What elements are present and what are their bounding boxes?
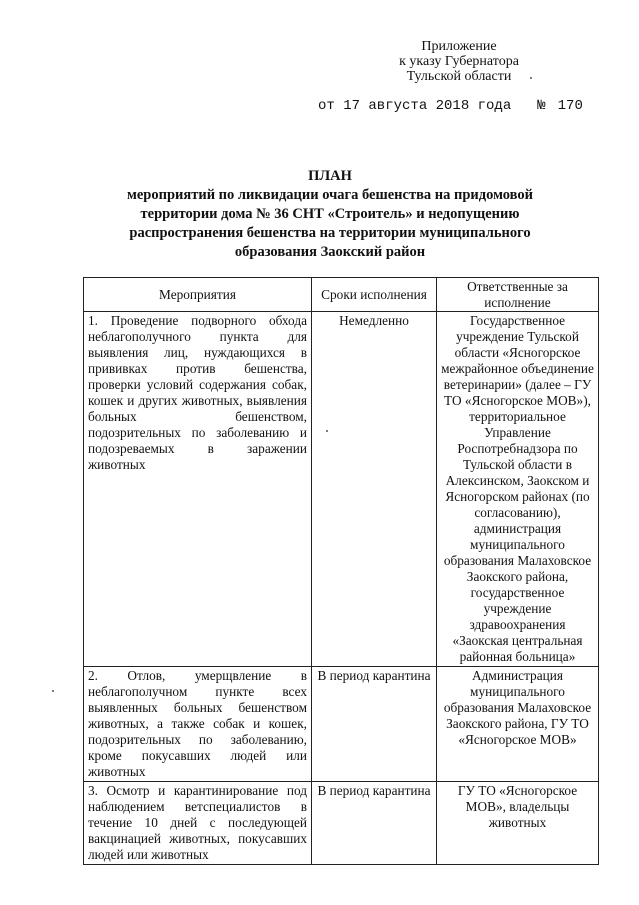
decree-number-sign: № xyxy=(537,98,546,114)
plan-subtitle: мероприятий по ликвидации очага бешенства на придомовой территории дома № 36 СНТ «Строитель» и недопущению распространения бешенства на территории муниципального образования Заокский район xyxy=(126,187,533,260)
header-measures: Мероприятия xyxy=(84,278,312,312)
table-row xyxy=(84,667,599,782)
row-measure: 2. Отлов, умерщвление в неблагополучном пункте всех выявленных больных бешенством животных, а также собак и кошек, подозрительных по заболеванию, кроме покусавших людей или животных xyxy=(84,667,312,782)
appendix-line-1: Приложение xyxy=(421,39,497,54)
row-term: Немедленно xyxy=(312,312,437,667)
row-responsible: Администрация муниципального образования Малаховское Заокского района, ГУ ТО «Ясногорское МОВ» xyxy=(437,667,599,782)
decree-line xyxy=(318,98,583,114)
row-responsible: ГУ ТО «Ясногорское МОВ», владельцы животных xyxy=(437,782,599,865)
scan-speck xyxy=(530,77,532,79)
decree-number: 170 xyxy=(557,98,583,114)
table-header-row xyxy=(84,278,599,312)
header-terms: Сроки исполнения xyxy=(312,278,437,312)
scan-speck xyxy=(52,690,54,692)
measures-table xyxy=(83,277,599,865)
decree-date: от 17 августа 2018 года xyxy=(318,98,512,114)
appendix-block xyxy=(384,39,534,84)
row-term: В период карантина xyxy=(312,782,437,865)
plan-heading: ПЛАН xyxy=(308,168,352,184)
table-row xyxy=(84,782,599,865)
row-measure: 3. Осмотр и карантинирование под наблюдением ветспециалистов в течение 10 дней с последующей вакцинацией животных, покусавших людей или животных xyxy=(84,782,312,865)
plan-title xyxy=(100,167,560,262)
row-responsible: Государственное учреждение Тульской области «Ясногорское межрайонное объединение ветеринарии» (далее – ГУ ТО «Ясногорское МОВ»), территориальное Управление Роспотребнадзора по Тульской области в Алексинском, Заокском и Ясногорском районах (по согласованию), администрация муниципального образования Малаховское Заокского района, государственное учреждение здравоохранения «Заокская центральная районная больница» xyxy=(437,312,599,667)
table-row xyxy=(84,312,599,667)
appendix-line-2: к указу Губернатора xyxy=(399,54,519,69)
header-responsible: Ответственные за исполнение xyxy=(437,278,599,312)
scan-speck xyxy=(326,430,328,432)
appendix-line-3: Тульской области xyxy=(406,69,512,84)
row-measure: 1. Проведение подворного обхода неблагополучного пункта для выявления лиц, нуждающихся в прививках против бешенства, проверки условий содержания собак, кошек и других животных, выявления больных бешенством, подозрительных по заболеванию и подозреваемых в заражении животных xyxy=(84,312,312,667)
row-term: В период карантина xyxy=(312,667,437,782)
